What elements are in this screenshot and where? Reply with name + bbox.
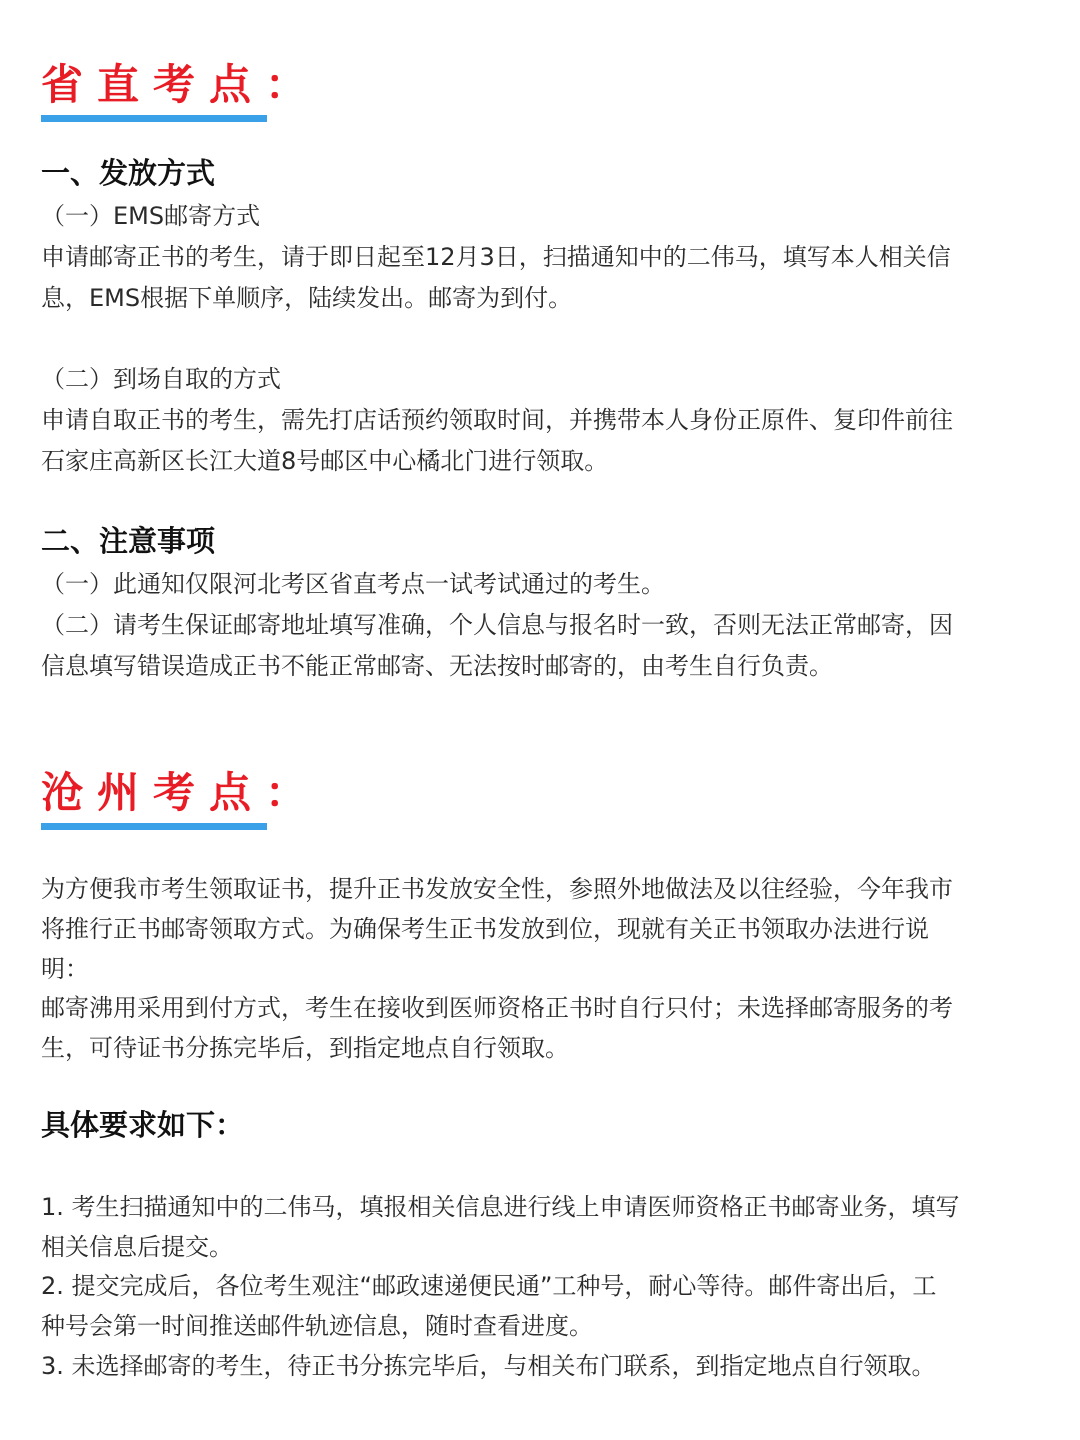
heading-requirements: 具体要求如下： bbox=[41, 1108, 245, 1142]
heading-notes: 二、注意事项 bbox=[41, 524, 216, 558]
paragraph-line: 为方便我市考生领取证书，提升正书发放安全性，参照外地做法及以往经验，今年我市 bbox=[41, 875, 953, 903]
subheading-self-pickup: （二）到场自取的方式 bbox=[41, 365, 281, 393]
title-underline bbox=[41, 823, 267, 830]
list-item: 种号会第一时间推送邮件轨迹信息，随时查看进度。 bbox=[41, 1312, 593, 1340]
section-title-cangzhou bbox=[41, 768, 321, 818]
section-title-text: 省直考点： bbox=[41, 60, 322, 109]
note-item: （二）请考生保证邮寄地址填写准确，个人信息与报名时一致，否则无法正常邮寄，因 bbox=[41, 611, 953, 639]
section-title-text: 沧州考点： bbox=[41, 768, 322, 817]
note-item: （一）此通知仅限河北考区省直考点一试考试通过的考生。 bbox=[41, 570, 665, 598]
list-item: 1. 考生扫描通知中的二伟马，填报相关信息进行线上申请医师资格正书邮寄业务，填写 bbox=[41, 1193, 960, 1221]
paragraph-line: 明： bbox=[41, 955, 89, 983]
paragraph-line: 将推行正书邮寄领取方式。为确保考生正书发放到位，现就有关正书领取办法进行说 bbox=[41, 915, 929, 943]
subheading-ems-mail: （一）EMS邮寄方式 bbox=[41, 202, 261, 230]
paragraph-line: 生，可待证书分拣完毕后，到指定地点自行领取。 bbox=[41, 1034, 569, 1062]
section-title-provincial bbox=[41, 60, 321, 110]
paragraph-line: 息，EMS根据下单顺序，陆续发出。邮寄为到付。 bbox=[41, 284, 573, 312]
paragraph-line: 石家庄高新区长江大道8号邮区中心橘北门进行领取。 bbox=[41, 447, 609, 475]
list-item: 3. 未选择邮寄的考生，待正书分拣完毕后，与相关布门联系，到指定地点自行领取。 bbox=[41, 1352, 936, 1380]
title-underline bbox=[41, 115, 267, 122]
paragraph-line: 申请邮寄正书的考生，请于即日起至12月3日，扫描通知中的二伟马，填写本人相关信 bbox=[41, 243, 951, 271]
list-item: 相关信息后提交。 bbox=[41, 1233, 233, 1261]
list-item: 2. 提交完成后，各位考生观注“邮政速递便民通”工种号，耐心等待。邮件寄出后，工 bbox=[41, 1272, 937, 1300]
paragraph-line: 邮寄沸用采用到付方式，考生在接收到医师资格正书时自行只付；未选择邮寄服务的考 bbox=[41, 994, 953, 1022]
note-item: 信息填写错误造成正书不能正常邮寄、无法按时邮寄的，由考生自行负责。 bbox=[41, 652, 833, 680]
heading-distribution-method: 一、发放方式 bbox=[41, 156, 216, 190]
paragraph-line: 申请自取正书的考生，需先打店话预约领取时间，并携带本人身份正原件、复印件前往 bbox=[41, 406, 953, 434]
